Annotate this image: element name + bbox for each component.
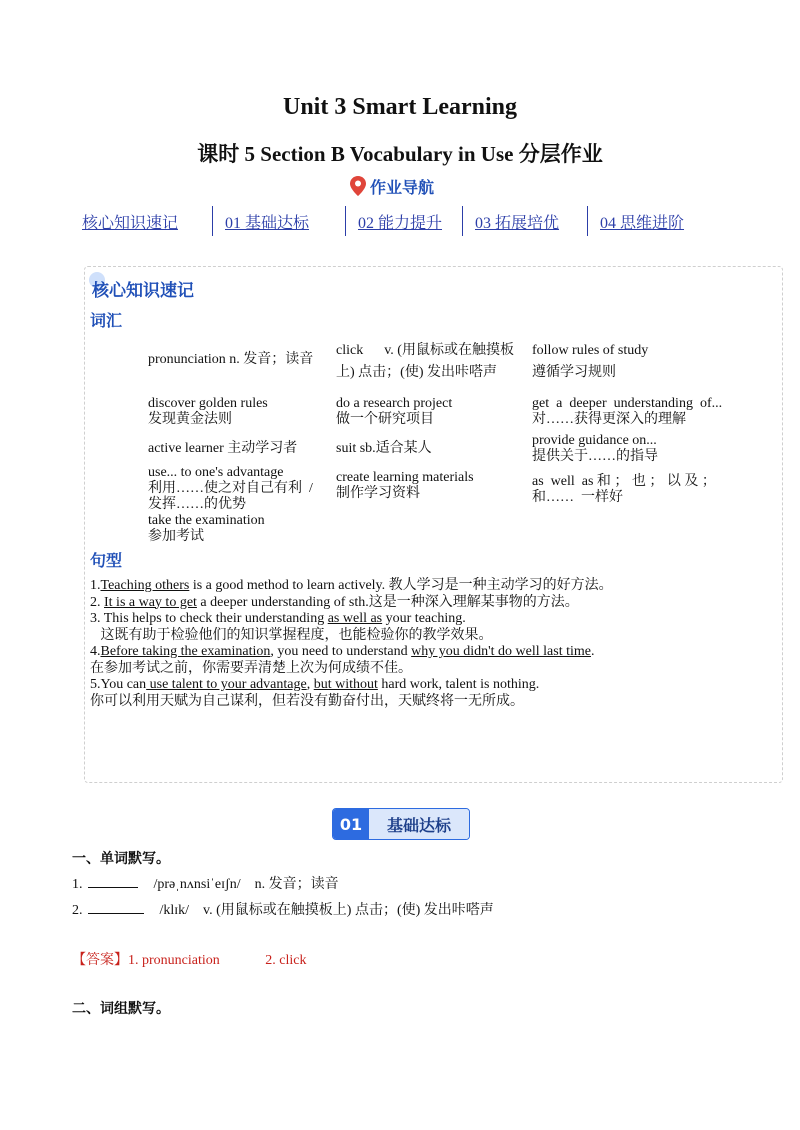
vocab-item: pronunciation n. 发音；读音 [148, 352, 314, 367]
vocab-item: do a research project 做一个研究项目 [336, 396, 453, 427]
badge-number: 01 [333, 809, 369, 839]
answer-blank[interactable] [88, 900, 144, 914]
part1-heading: 一、单词默写。 [72, 851, 170, 867]
location-pin-icon [350, 176, 366, 196]
answer-blank[interactable] [88, 874, 138, 888]
nav-link-04[interactable]: 04 思维进阶 [600, 214, 685, 232]
homework-nav-bar [70, 205, 740, 237]
nav-link-03[interactable]: 03 拓展培优 [475, 214, 560, 232]
nav-link-02[interactable]: 02 能力提升 [358, 214, 443, 232]
section-badge-01 [332, 808, 470, 840]
vocab-label: 词汇 [90, 311, 123, 330]
answer-key: 【答案】1. pronunciation 2. click [72, 953, 307, 968]
sentence-2: 2. It is a way to get a deeper understanding of sth.这是一种深入理解某事物的方法。 [90, 594, 579, 610]
vocab-item: click v. (用鼠标或在触摸板 上) 点击；(使) 发出咔嗒声 [336, 343, 514, 380]
badge-label: 基础达标 [369, 809, 469, 839]
nav-heading-label: 作业导航 [370, 177, 435, 197]
sentence-5-translation: 你可以利用天赋为自己谋利，但若没有勤奋付出，天赋终将一无所成。 [90, 693, 524, 709]
page-title: Unit 3 Smart Learning [283, 94, 517, 120]
vocab-item: provide guidance on... 提供关于……的指导 [532, 433, 658, 464]
sentence-label: 句型 [90, 551, 123, 570]
vocab-item: as well as 和 ； 也 ； 以 及 ； 和…… 一样好 [532, 474, 716, 505]
sentence-1: 1.Teaching others is a good method to learn actively. 教人学习是一种主动学习的好方法。 [90, 578, 613, 593]
sentence-4-translation: 在参加考试之前，你需要弄清楚上次为何成绩不佳。 [90, 660, 412, 676]
vocab-item: discover golden rules 发现黄金法则 [148, 396, 268, 427]
vocab-item: follow rules of study 遵循学习规则 [532, 343, 649, 380]
core-knowledge-title: 核心知识速记 [92, 281, 194, 301]
sentence-5: 5.You can use talent to your advantage, but without hard work, talent is nothing. [90, 677, 540, 692]
vocab-item: use... to one's advantage 利用……使之对自己有利 / 发挥……的优势 take the examination 参加考试 [148, 465, 313, 544]
part2-heading: 二、词组默写。 [72, 1001, 170, 1017]
homework-nav-heading [350, 174, 460, 198]
page-subtitle: 课时 5 Section B Vocabulary in Use 分层作业 [197, 142, 603, 166]
sentence-list [90, 578, 770, 710]
vocab-item: get a deeper understanding of... 对……获得更深入的理解 [532, 396, 723, 427]
nav-link-core[interactable]: 核心知识速记 [82, 214, 179, 232]
vocab-item: create learning materials 制作学习资料 [336, 470, 474, 501]
sentence-3: 3. This helps to check their understanding as well as your teaching. [90, 611, 466, 626]
sentence-4: 4.Before taking the examination, you need to understand why you didn't do well last time. [90, 644, 595, 659]
vocab-item: suit sb.适合某人 [336, 441, 432, 456]
vocab-item: active learner 主动学习者 [148, 441, 298, 456]
sentence-3-translation: 这既有助于检验他们的知识掌握程度，也能检验你的教学效果。 [90, 627, 493, 643]
nav-link-01[interactable]: 01 基础达标 [225, 214, 310, 232]
question-2: 2. /klɪk/ v. (用鼠标或在触摸板上) 点击；(使) 发出咔嗒声 [72, 899, 494, 919]
question-1: 1. /prəˌnʌnsiˈeɪʃn/ n. 发音；读音 [72, 873, 339, 893]
